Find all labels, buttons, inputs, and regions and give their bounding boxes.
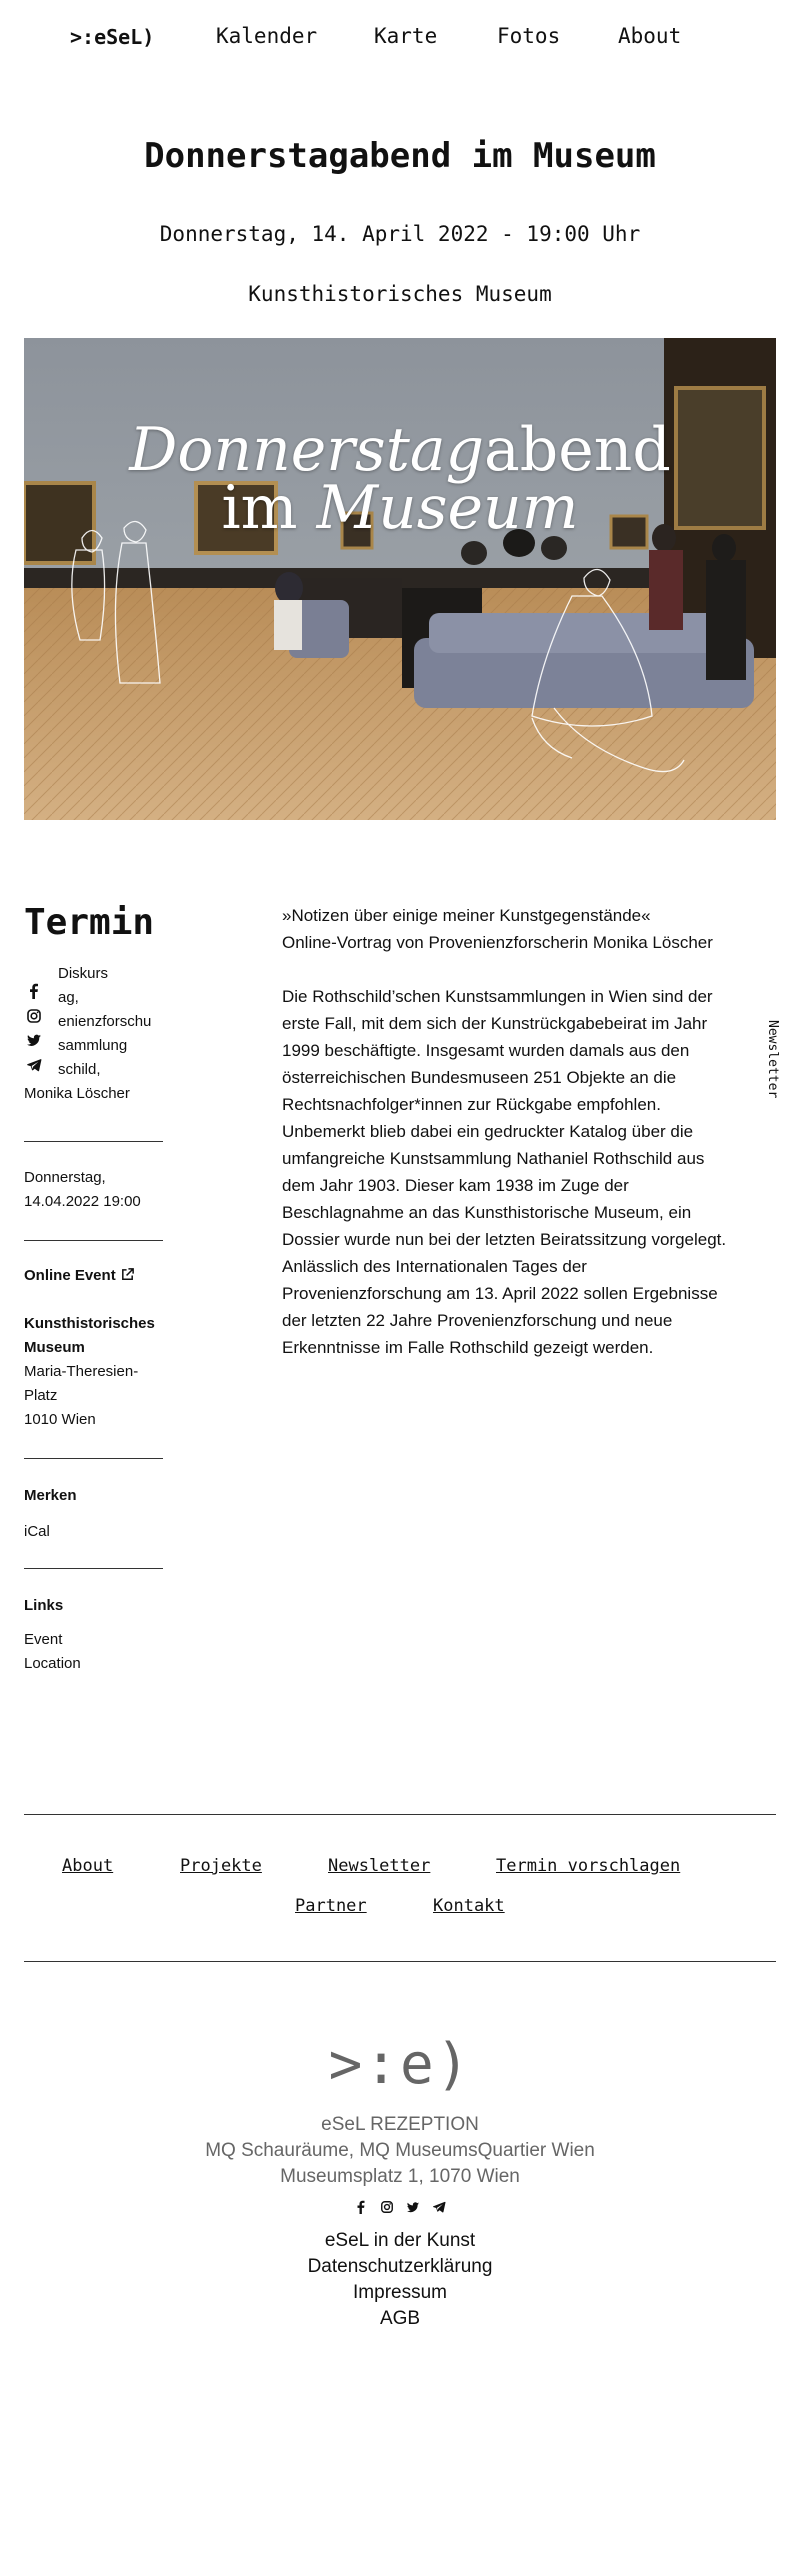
newsletter-tab[interactable]: Newsletter: [765, 1020, 780, 1099]
nav-fotos[interactable]: Fotos: [497, 24, 561, 48]
links-heading: Links: [24, 1597, 64, 1614]
online-event-link[interactable]: Online Event: [24, 1264, 164, 1288]
footer-link-projekte[interactable]: Projekte: [180, 1856, 262, 1876]
hero-image: [24, 338, 776, 820]
telegram-icon[interactable]: [26, 1057, 42, 1073]
merken-heading: Merken: [24, 1487, 77, 1504]
event-datetime: Donnerstag, 14.04.2022 19:00: [24, 1169, 141, 1210]
footer-nav-agb[interactable]: AGB: [379, 2308, 421, 2329]
link-location[interactable]: Location: [24, 1655, 81, 1672]
footer-nav-impressum[interactable]: Impressum: [353, 2282, 447, 2303]
location-name: Kunsthistorisches Museum: [24, 1315, 155, 1356]
hero-title-line1: Donnerstagabend: [129, 415, 671, 485]
footer-address: eSeL REZEPTION MQ Schauräume, MQ MuseumsQuartier Wien Museumsplatz 1, 1070 Wien: [205, 2114, 595, 2187]
hero-title-line2: im Museum: [221, 473, 579, 543]
sidebar-divider: [24, 1240, 163, 1241]
event-date: Donnerstag, 14. April 2022 - 19:00 Uhr: [159, 222, 641, 246]
twitter-icon[interactable]: [26, 1032, 42, 1048]
telegram-icon[interactable]: [431, 2200, 447, 2216]
footer-link-termin-vorschlagen[interactable]: Termin vorschlagen: [496, 1856, 681, 1876]
event-description: »Notizen über einige meiner Kunstgegenstände« Online-Vortrag von Provenienzforscherin Monika Löscher Die Rothschild’schen Kunstsammlungen in Wien sind der erste Fall, mit dem sich der Kunstrückgabebeirat im Jahr 1999 beschäftigte. Insgesamt wurden damals aus den österreichischen Bundesmuseen 251 Objekte an die Rechtsnachfolger*innen zur Rückgabe empfohlen. Unbemerkt blieb dabei ein gedruckter Katalog über die umfangreiche Kunstsammlung Nathaniel Rothschild aus dem Jahr 1903. Dieser kam 1938 im Zuge der Beschlagnahme an das Kunsthistorische Museum, ein Dossier wurde nun bei der letzten Beiratssitzung vorgelegt. Anlässlich des Internationalen Tages der Provenienzforschung am 13. April 2022 sollen Ergebnisse der letzten 22 Jahre Provenienzforschung und neue Erkenntnisse im Falle Rothschild gezeigt werden.: [282, 906, 727, 1357]
footer-link-about[interactable]: About: [62, 1856, 114, 1876]
footer-link-partner[interactable]: Partner: [295, 1896, 367, 1916]
footer-logo: >:e): [328, 2032, 472, 2097]
footer-nav-datenschutz[interactable]: Datenschutzerklärung: [307, 2256, 493, 2277]
nav-kalender[interactable]: Kalender: [216, 24, 318, 48]
footer-link-newsletter[interactable]: Newsletter: [328, 1856, 431, 1876]
location-address: Maria-Theresien- Platz 1010 Wien: [24, 1363, 139, 1428]
facebook-icon[interactable]: [353, 2200, 369, 2216]
sidebar-divider: [24, 1458, 163, 1459]
sidebar-divider: [24, 1568, 163, 1569]
nav-karte[interactable]: Karte: [374, 24, 438, 48]
footer-nav: [0, 2228, 800, 2332]
instagram-icon[interactable]: [379, 2200, 395, 2216]
link-event[interactable]: Event: [24, 1631, 63, 1648]
site-logo[interactable]: >:eSeL): [70, 25, 155, 49]
facebook-icon[interactable]: [26, 983, 42, 999]
page-title: Donnerstagabend im Museum: [144, 136, 656, 176]
event-venue: Kunsthistorisches Museum: [248, 282, 552, 306]
sidebar-divider: [24, 1141, 163, 1142]
event-category: Diskurs ag, enienzforschu sammlung schild, Monika Löscher: [24, 965, 152, 1102]
external-link-icon: [120, 1267, 135, 1282]
footer-nav-esel-in-der-kunst[interactable]: eSeL in der Kunst: [324, 2230, 476, 2251]
footer-divider: [24, 1814, 776, 1815]
twitter-icon[interactable]: [405, 2200, 421, 2216]
ical-link[interactable]: iCal: [24, 1523, 50, 1540]
sidebar-heading: Termin: [24, 902, 155, 943]
footer-link-kontakt[interactable]: Kontakt: [433, 1896, 505, 1916]
nav-about[interactable]: About: [618, 24, 682, 48]
footer-divider: [24, 1961, 776, 1962]
footer-social: [0, 2200, 800, 2216]
instagram-icon[interactable]: [26, 1008, 42, 1024]
